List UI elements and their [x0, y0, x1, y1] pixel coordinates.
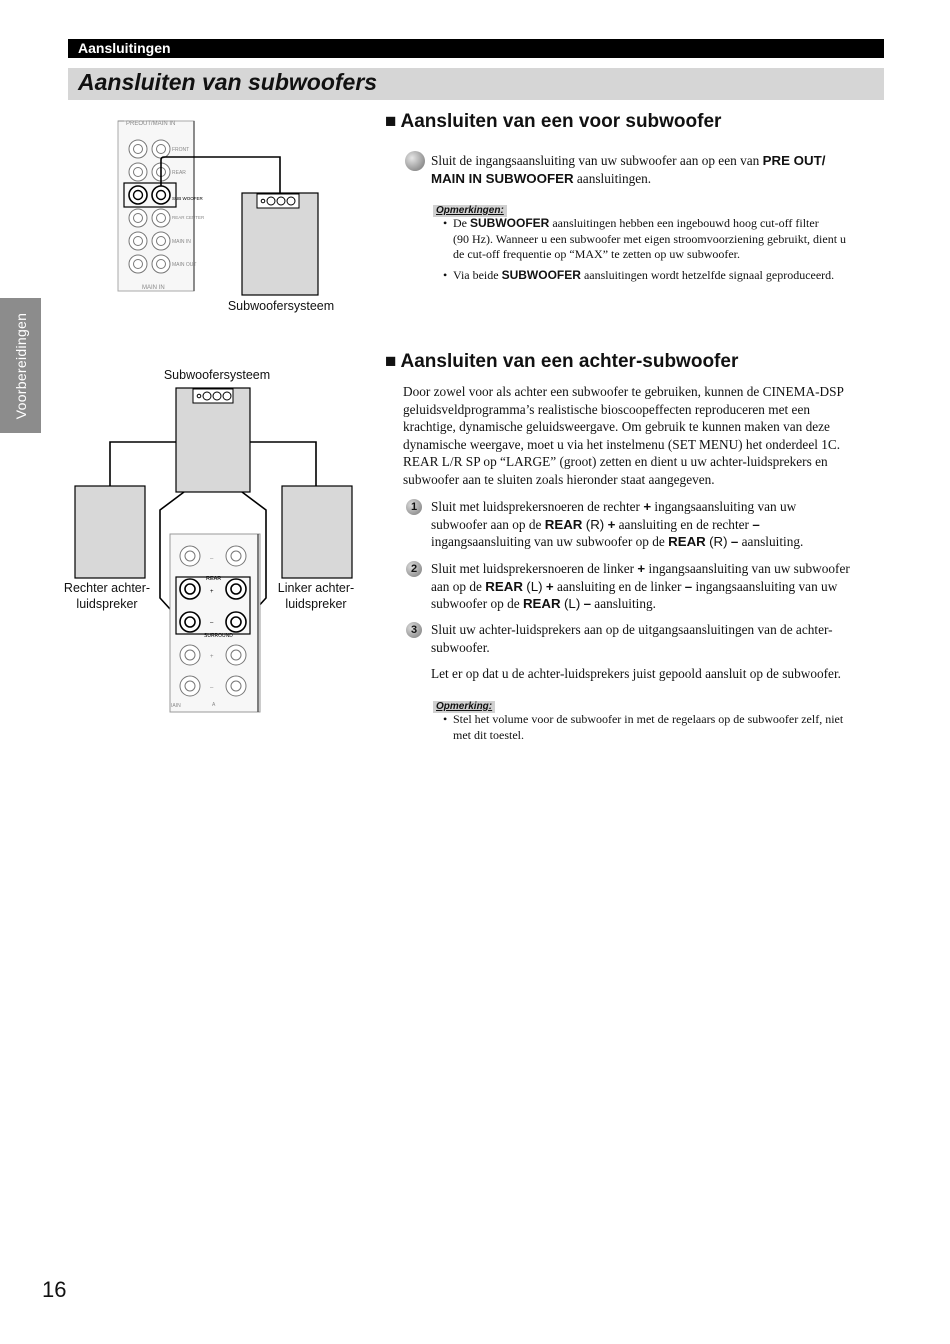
step-2-line-3: subwoofer op de REAR (L) – aansluiting. — [431, 596, 656, 611]
svg-text:–: – — [210, 620, 214, 626]
circled-r-icon: (R) — [709, 534, 728, 549]
step-3-line-1: Sluit uw achter-luidsprekers aan op de uitgangsaansluitingen van de achter- — [431, 622, 833, 637]
heading-rear-subwoofer-text: Aansluiten van een achter-subwoofer — [400, 351, 739, 372]
right-speaker-caption-line-2: luidspreker — [76, 597, 138, 611]
front-notes — [439, 216, 884, 283]
rear-intro — [403, 383, 888, 488]
heading-square-icon: ■ — [385, 111, 397, 132]
jack-label-main-out: MAIN OUT — [172, 262, 197, 268]
front-notes-label: Opmerkingen: — [433, 205, 507, 217]
front-note-1-bold: SUBWOOFER — [470, 216, 550, 230]
front-note-2-bold: SUBWOOFER — [501, 267, 581, 282]
section-header-bar — [68, 39, 884, 58]
jack-label-subwoofer: SUB WOOFER — [172, 196, 203, 201]
rear-intro-line-2: geluidsveldprogramma’s realistische bioscoopeffecten reproduceren met een — [403, 401, 810, 417]
circled-l-icon: (L) — [526, 578, 543, 594]
step-1-line-1: Sluit met luidsprekersnoeren de rechter + ingangsaansluiting van uw — [431, 499, 797, 514]
rear-subwoofer-caption: Subwoofersysteem — [163, 368, 271, 382]
step-3-line-2: subwoofer. — [431, 639, 490, 655]
step-1-line-2: subwoofer aan op de REAR (R) + aansluiting en de rechter – — [431, 516, 760, 532]
right-rear-speaker — [75, 486, 145, 578]
heading-front-subwoofer-text: Aansluiten van een voor subwoofer — [400, 111, 722, 132]
front-note-1-line-3: de cut-off frequentie op “MAX” te zetten op uw subwoofer. — [453, 247, 741, 261]
heading-front-subwoofer — [385, 111, 721, 133]
rear-intro-line-3: krachtige, dynamische geluidsweergave. Om gebruik te kunnen maken van deze — [403, 419, 830, 434]
step-2-text — [431, 560, 891, 613]
front-note-1-line-1: aansluitingen hebben een ingebouwd hoog cut-off filter — [549, 216, 819, 230]
front-intro-bold-1: PRE OUT/ — [762, 153, 826, 168]
polarity-note: Let er op dat u de achter-luidsprekers juist gepoold aansluit op de subwoofer. — [431, 666, 841, 681]
rear-subwoofer-box — [176, 388, 250, 492]
page-number: 16 — [42, 1277, 67, 1302]
right-speaker-caption — [55, 580, 159, 612]
jack-label-main-in: MAIN IN — [172, 239, 191, 245]
jack-label-rear-center: REAR CENTER — [172, 215, 205, 220]
step-2-line-2: aan op de REAR (L) + aansluiting en de linker – ingangsaansluiting van uw — [431, 578, 838, 594]
rear-intro-line-4: dynamische weergave, moet u via het instelmenu (SET MENU) het onderdeel 1C. — [403, 436, 841, 452]
step-2-line-1: Sluit met luidsprekersnoeren de linker + ingangsaansluiting van uw subwoofer — [431, 561, 850, 576]
page-title: Aansluiten van subwoofers — [78, 69, 378, 95]
step-2-number: 2 — [406, 561, 422, 577]
svg-text:–: – — [210, 556, 214, 562]
step-3-text — [431, 621, 886, 656]
front-intro-text: Sluit de ingangsaansluiting van uw subwoofer aan op een van — [431, 153, 763, 168]
rear-intro-line-5: REAR L/R SP op “LARGE” (groot) zetten en dient u uw achter-luidsprekers en — [403, 454, 828, 469]
circled-r-icon: (R) — [585, 516, 605, 532]
right-speaker-caption-line-1: Rechter achter- — [63, 581, 151, 595]
rear-note-1 — [439, 712, 884, 743]
svg-text:+: + — [210, 654, 214, 660]
step-3-number: 3 — [406, 622, 422, 638]
left-speaker-caption-line-1: Linker achter- — [277, 581, 355, 595]
front-intro-bold-2: MAIN IN SUBWOOFER — [431, 170, 574, 186]
rear-note-label: Opmerking: — [433, 701, 495, 713]
side-tab-label: Voorbereidingen — [12, 312, 29, 419]
front-note-2-post: aansluitingen wordt hetzelfde signaal geproduceerd. — [580, 267, 835, 282]
left-speaker-caption-line-2: luidspreker — [285, 597, 347, 611]
heading-square-icon-2: ■ — [385, 351, 397, 372]
rear-subwoofer-diagram — [60, 384, 370, 719]
terminal-label-rear: REAR — [206, 576, 222, 582]
front-subwoofer-diagram — [110, 115, 350, 305]
circled-l-icon: (L) — [563, 596, 581, 611]
section-header-text: Aansluitingen — [78, 40, 171, 56]
step-1-number: 1 — [406, 499, 422, 515]
front-note-2 — [439, 268, 884, 284]
panel-bottom-label: MAIN IN — [142, 285, 165, 291]
front-intro — [431, 152, 881, 187]
terminal-label-a: A — [212, 702, 216, 708]
terminal-label-main: IAIN — [171, 703, 181, 709]
side-tab — [0, 298, 41, 433]
rear-intro-line-1: Door zowel voor als achter een subwoofer te gebruiken, kunnen de CINEMA-DSP — [403, 384, 844, 399]
rear-notes — [439, 712, 884, 743]
front-subwoofer-caption: Subwoofersysteem — [227, 299, 335, 313]
terminal-label-surround: SURROUND — [204, 633, 233, 639]
jack-label-front: FRONT — [172, 147, 190, 153]
front-note-1-pre: De — [453, 216, 470, 230]
heading-rear-subwoofer — [385, 351, 738, 373]
rear-note-line-1: Stel het volume voor de subwoofer in met de regelaars op de subwoofer zelf, niet — [453, 712, 844, 726]
rear-note-line-2: met dit toestel. — [453, 727, 524, 742]
svg-text:–: – — [210, 685, 214, 691]
rear-intro-line-6: subwoofer aan te sluiten zoals hieronder staat aangegeven. — [403, 471, 715, 487]
front-note-1 — [439, 216, 884, 263]
front-note-2-pre: Via beide — [453, 267, 502, 282]
left-rear-speaker — [282, 486, 352, 578]
step-1-text — [431, 498, 886, 551]
front-intro-post: aansluitingen. — [573, 170, 652, 186]
instruction-bullet-icon — [405, 151, 425, 171]
jack-label-rear: REAR — [172, 170, 186, 176]
step-1-line-3: ingangsaansluiting van uw subwoofer op de REAR (R) – aansluiting. — [431, 534, 804, 549]
front-note-1-line-2: (90 Hz). Wanneer u een subwoofer met eigen stroomvoorziening gebruikt, dient u — [453, 231, 847, 246]
svg-text:+: + — [210, 589, 214, 595]
page-title-bar — [68, 68, 884, 100]
left-speaker-caption — [268, 580, 364, 612]
panel-top-label: PREOUT/MAIN IN — [126, 121, 176, 127]
